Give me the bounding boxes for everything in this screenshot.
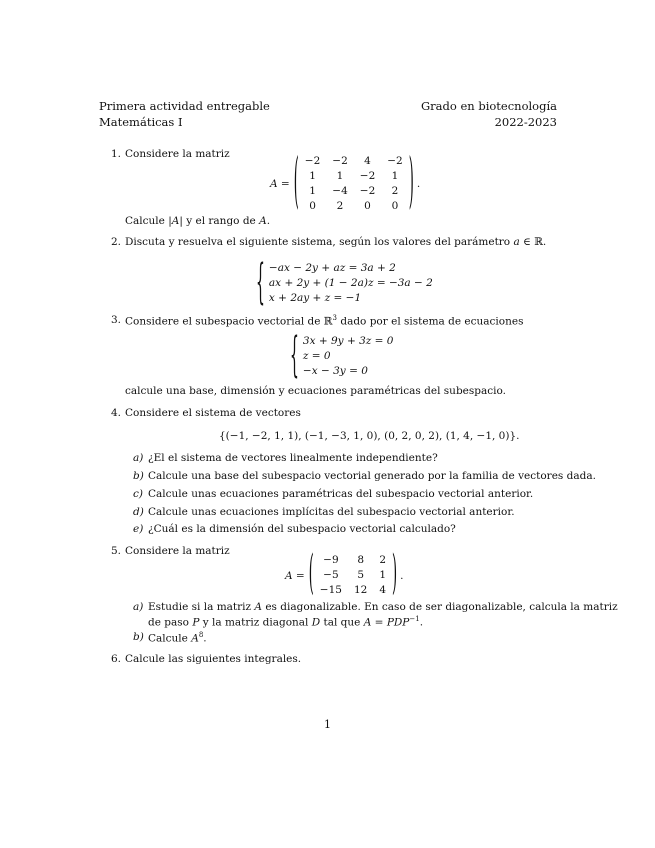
course-subject: Matemáticas I (99, 115, 183, 129)
period: . (400, 569, 404, 582)
problem-4-item-label: b) (133, 470, 144, 482)
problem-3-system (290, 329, 394, 384)
system-equation: z = 0 (302, 350, 331, 362)
problem-4-item-text: ¿Cuál es la dimensión del subespacio vectorial calculado? (148, 523, 456, 535)
matrix-cell: 5 (357, 569, 364, 581)
problem-4-vectors: {(−1, −2, 1, 1), (−1, −3, 1, 0), (0, 2, 0, 2), (1, 4, −1, 0)}. (219, 430, 520, 442)
matrix-cell: 0 (391, 200, 399, 212)
left-paren: ( (293, 149, 299, 219)
matrix-cell: 2 (336, 200, 344, 212)
matrix-cell: 1 (336, 170, 344, 182)
problem-5-item-b-label: b) (133, 631, 144, 643)
matrix-cell: −9 (323, 554, 339, 566)
problem-5-item-a-label: a) (133, 601, 144, 613)
matrix-cell: −4 (332, 185, 348, 197)
problem-1-number: 1. (111, 148, 122, 160)
problem-5-item-a-text: Estudie si la matriz A es diagonalizable. En caso de ser diagonalizable, calcula la matriz (148, 601, 618, 613)
problem-5-item-b-text: Calcule $A^8$. (148, 631, 207, 645)
matrix-row (314, 568, 392, 583)
problem-4-number: 4. (111, 407, 122, 419)
problem-2-text: Discuta y resuelva el siguiente sistema, según los valores del parámetro a ∈ ℝ. (125, 236, 547, 248)
academic-year: 2022-2023 (494, 115, 557, 129)
system-equation: −x − 3y = 0 (302, 365, 368, 377)
problem-4-item-text: Calcule una base del subespacio vectorial generado por la familia de vectores dada. (148, 470, 596, 482)
problem-4-item-label: a) (133, 452, 144, 464)
matrix-cell: 0 (309, 200, 316, 212)
matrix-cell: −2 (359, 170, 376, 182)
problem-1-after: Calcule |A| y el rango de A. (125, 215, 271, 227)
matrix-row (314, 553, 392, 568)
period: . (416, 178, 421, 190)
matrix-cell: −2 (304, 155, 321, 167)
matrix-table (314, 553, 392, 598)
matrix-cell: 1 (309, 170, 316, 182)
matrix-cell: 0 (364, 200, 371, 212)
matrix-cell: 1 (309, 185, 316, 197)
matrix-cell: 2 (379, 554, 387, 566)
matrix-cell: 8 (357, 554, 364, 566)
problem-5-text: Considere la matriz (125, 545, 230, 557)
problem-4-item-label: e) (133, 523, 144, 535)
matrix-cell: 1 (391, 170, 399, 182)
system-equation: x + 2ay + z = −1 (268, 292, 362, 304)
matrix-table (299, 154, 409, 214)
problem-4-item-label: d) (133, 506, 144, 518)
matrix-label: A = (270, 178, 290, 190)
problem-3-number: 3. (111, 314, 122, 326)
brace: { (290, 329, 299, 384)
brace: { (256, 256, 265, 311)
matrix-cell: −15 (319, 584, 342, 596)
problem-4-item-text: ¿El el sistema de vectores linealmente independiente? (148, 452, 438, 464)
matrix-row (299, 154, 409, 169)
problem-2-number: 2. (111, 236, 122, 248)
problem-4-text: Considere el sistema de vectores (125, 407, 301, 419)
system-equation: 3x + 9y + 3z = 0 (302, 335, 394, 347)
problem-4-item-text: Calcule unas ecuaciones paramétricas del subespacio vectorial anterior. (148, 488, 534, 500)
system-equation: −ax − 2y + az = 3a + 2 (268, 262, 396, 274)
right-paren: ) (408, 149, 414, 219)
matrix-row (314, 583, 392, 598)
matrix-row (299, 184, 409, 199)
problem-1-matrix (270, 149, 421, 219)
problem-6-text: Calcule las siguientes integrales. (125, 653, 302, 665)
problem-5-matrix (285, 548, 404, 603)
matrix-cell: 4 (364, 155, 371, 167)
degree-name: Grado en biotecnología (420, 99, 557, 113)
right-paren: ) (392, 548, 398, 603)
problem-3-text: Considere el subespacio vectorial de ℝ$^3$ dado por el sistema de ecuaciones (125, 314, 524, 328)
matrix-row (299, 169, 409, 184)
problem-4-item-label: c) (133, 488, 143, 500)
matrix-cell: −2 (387, 155, 403, 167)
problem-5-number: 5. (111, 545, 122, 557)
matrix-cell: 4 (379, 584, 387, 596)
matrix-cell: 2 (391, 185, 399, 197)
problem-1-text: Considere la matriz (125, 148, 230, 160)
matrix-cell: 1 (379, 569, 387, 581)
matrix-label: A = (285, 569, 305, 582)
problem-4-item-text: Calcule unas ecuaciones implícitas del subespacio vectorial anterior. (148, 506, 515, 518)
left-paren: ( (308, 548, 314, 603)
problem-3-after: calcule una base, dimensión y ecuaciones paramétricas del subespacio. (125, 385, 506, 397)
matrix-cell: −2 (332, 155, 348, 167)
system-equation: ax + 2y + (1 − 2a)z = −3a − 2 (268, 277, 433, 289)
matrix-cell: −2 (359, 185, 376, 197)
problem-5-item-a-text-cont: de paso P y la matriz diagonal D tal que $A = PDP^{-1}$. (148, 615, 424, 629)
matrix-cell: 12 (353, 584, 368, 596)
page-number: 1 (324, 718, 331, 731)
matrix-row (299, 199, 409, 214)
course-activity-title: Primera actividad entregable (99, 99, 270, 113)
matrix-cell: −5 (323, 569, 339, 581)
problem-2-system (256, 256, 433, 311)
problem-6-number: 6. (111, 653, 122, 665)
